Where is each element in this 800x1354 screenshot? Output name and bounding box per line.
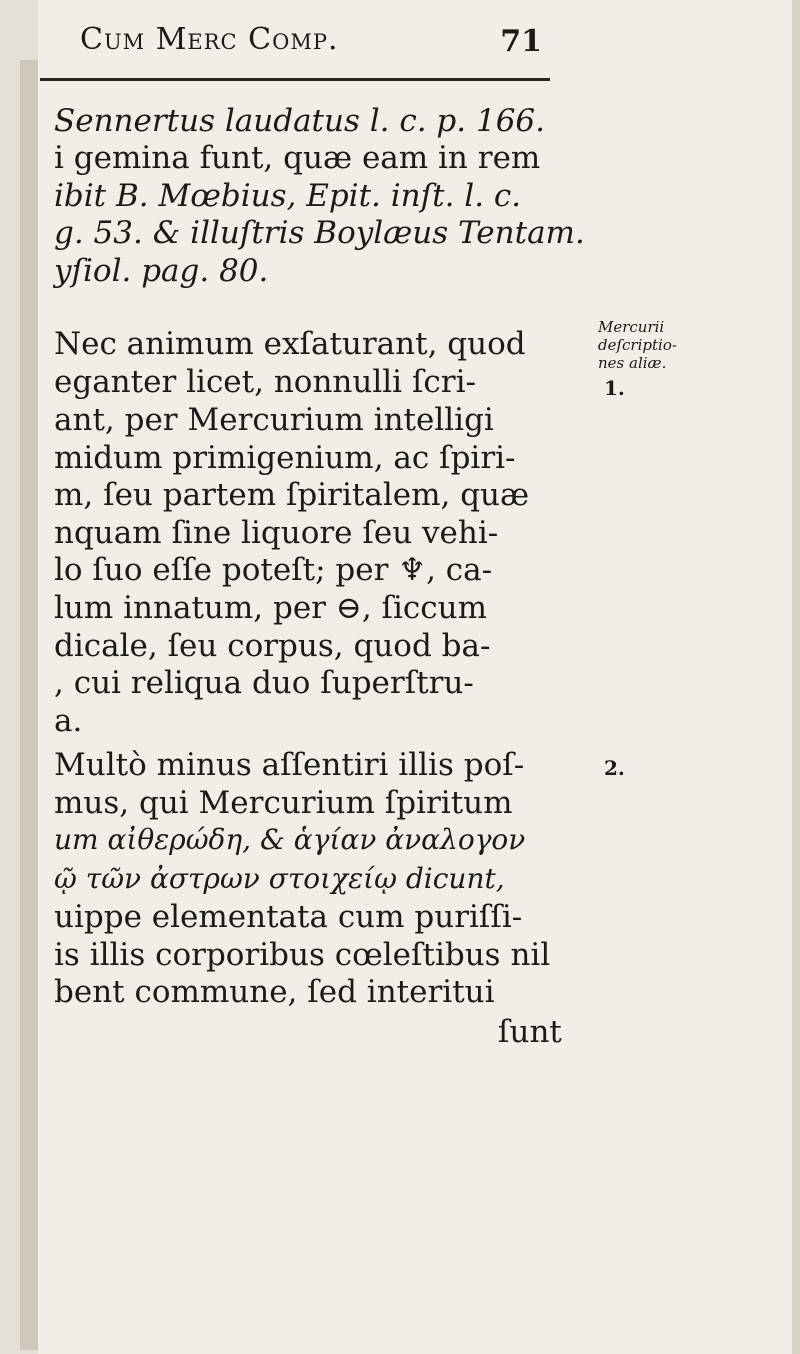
text-line: yſiol. pag. 80. — [54, 253, 269, 289]
page-number: 71 — [500, 24, 542, 59]
running-title: Cum Merc Comp. — [80, 22, 339, 57]
text-line: ibit B. Mœbius, Epit. inſt. l. c. — [54, 178, 522, 214]
text-line: midum primigenium, ac ſpiri- — [54, 440, 516, 476]
text-line: bent commune, ſed interitui — [54, 974, 495, 1010]
binding-shadow — [20, 60, 38, 1350]
margin-note-line: nes aliæ. — [598, 354, 667, 372]
catchword: ſunt — [498, 1014, 562, 1050]
text-line: is illis corporibus cœleſtibus nil — [54, 937, 551, 973]
text-line: dicale, ſeu corpus, quod ba- — [54, 628, 491, 664]
text-line: i gemina funt, quæ eam in rem — [54, 140, 541, 176]
text-line: uippe elementata cum puriſſi- — [54, 899, 523, 935]
header-rule — [40, 78, 550, 81]
text-line: Nec animum exſaturant, quod — [54, 326, 526, 362]
text-line: um αἰθερώδη, & ἁγίαν ἀναλογον — [54, 823, 526, 856]
text-line: a. — [54, 703, 83, 739]
page-header — [80, 22, 560, 62]
text-line: Sennertus laudatus l. c. p. 166. — [54, 103, 546, 139]
text-line: nquam ſine liquore ſeu vehi- — [54, 515, 499, 551]
text-line: mus, qui Mercurium ſpiritum — [54, 785, 513, 821]
text-line: g. 53. & illuſtris Boylæus Tentam. — [54, 215, 585, 251]
section-number: 2. — [604, 756, 625, 780]
text-line: Multò minus aſſentiri illis poſ- — [54, 747, 525, 783]
margin-note-line: deſcriptio- — [598, 336, 677, 354]
text-line: ῷ τῶν ἀστρων στοιχείῳ dicunt, — [54, 862, 505, 895]
text-line: , cui reliqua duo ſuperſtru- — [54, 665, 474, 701]
text-line: eganter licet, nonnulli ſcri- — [54, 364, 476, 400]
section-number: 1. — [604, 376, 625, 400]
margin-note-line: Mercurii — [598, 318, 665, 336]
text-line: ant, per Mercurium intelligi — [54, 402, 494, 438]
text-line: lo ſuo eſſe poteſt; per ♆, ca- — [54, 552, 493, 588]
text-line: m, ſeu partem ſpiritalem, quæ — [54, 477, 530, 513]
text-line: lum innatum, per ⊖, ſiccum — [54, 590, 488, 626]
page-edge — [792, 0, 800, 1354]
